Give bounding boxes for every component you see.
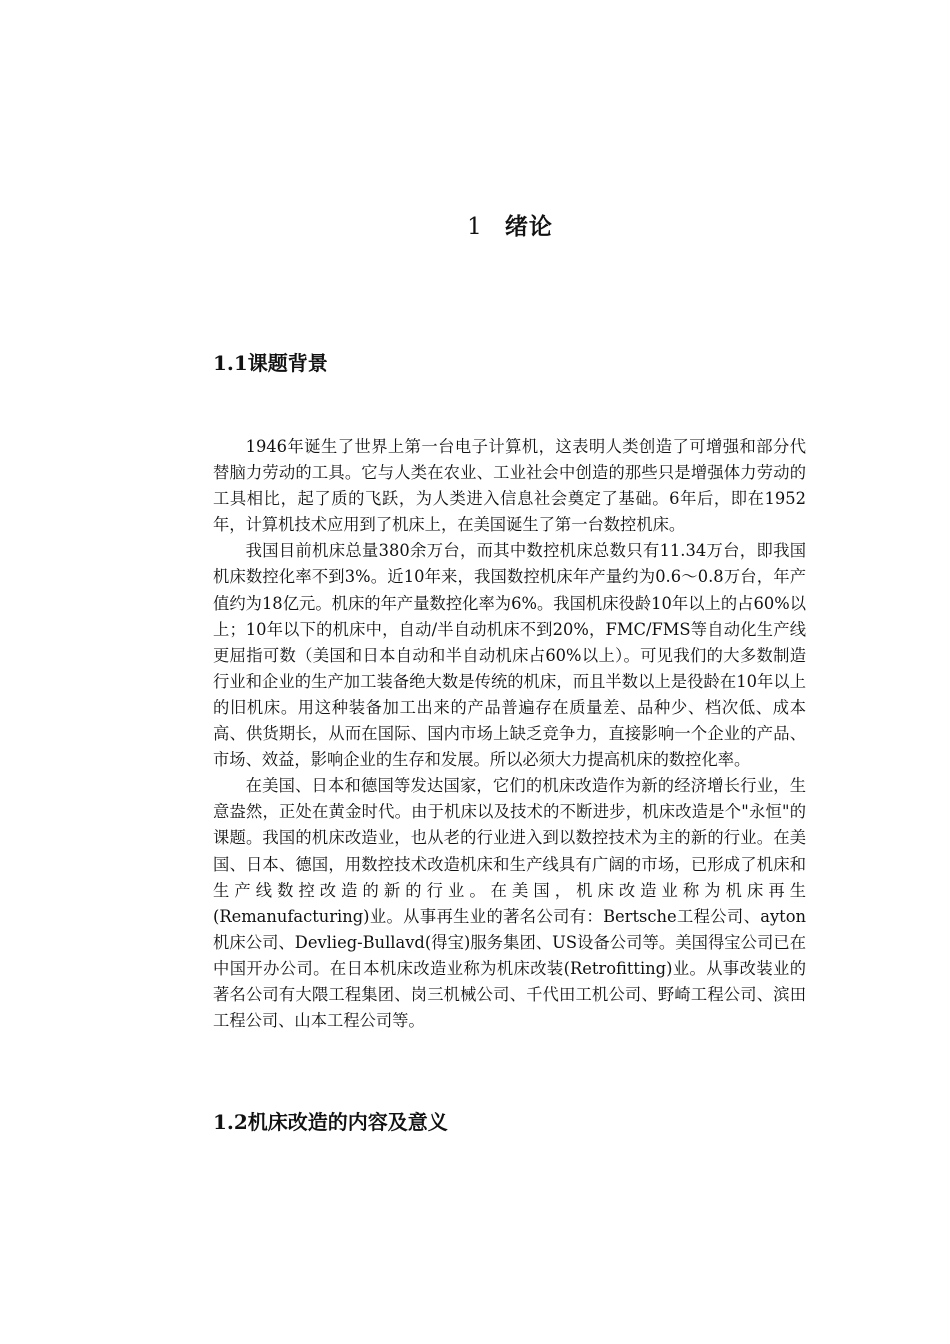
section-heading-significance: 1.2机床改造的内容及意义 (213, 1110, 448, 1134)
paragraph: 我国目前机床总量380余万台，而其中数控机床总数只有11.34万台，即我国机床数控化率不到3%。近10年来，我国数控机床年产量约为0.6～0.8万台，年产值约为18亿元。机床的年产量数控化率为6%。我国机床役龄10年以上的占60%以上；10年以下的机床中，自动/半自动机床不到20%，FMC/FMS等自动化生产线更屈指可数（美国和日本自动和半自动机床占60%以上）。可见我们的大多数制造行业和企业的生产加工装备绝大数是传统的机床，而且半数以上是役龄在10年以上的旧机床。用这种装备加工出来的产品普遍存在质量差、品种少、档次低、成本高、供货期长，从而在国际、国内市场上缺乏竞争力，直接影响一个企业的产品、市场、效益，影响企业的生存和发展。所以必须大力提高机床的数控化率。 (213, 541, 806, 770)
body-text (213, 434, 806, 1034)
chapter-title (35, 208, 950, 241)
chapter-number: 1 (467, 214, 483, 240)
section-heading-background: 1.1课题背景 (213, 351, 328, 375)
paragraph: 1946年诞生了世界上第一台电子计算机，这表明人类创造了可增强和部分代替脑力劳动的工具。它与人类在农业、工业社会中创造的那些只是增强体力劳动的工具相比，起了质的飞跃，为人类进入信息社会奠定了基础。6年后，即在1952年，计算机技术应用到了机床上，在美国诞生了第一台数控机床。 (213, 437, 806, 535)
paragraph: 在美国、日本和德国等发达国家，它们的机床改造作为新的经济增长行业，生意盎然，正处在黄金时代。由于机床以及技术的不断进步，机床改造是个"永恒"的课题。我国的机床改造业，也从老的行业进入到以数控技术为主的新的行业。在美国、日本、德国，用数控技术改造机床和生产线具有广阔的市场，已形成了机床和生产线数控改造的新的行业。在美国，机床改造业称为机床再生(Remanufacturing)业。从事再生业的著名公司有：Bertsche工程公司、ayton机床公司、Devlieg-Bullavd(得宝)服务集团、US设备公司等。美国得宝公司已在中国开办公司。在日本机床改造业称为机床改装(Retrofitting)业。从事改装业的著名公司有大隈工程集团、岗三机械公司、千代田工机公司、野崎工程公司、滨田工程公司、山本工程公司等。 (213, 776, 806, 1031)
chapter-title-text: 绪论 (504, 213, 553, 240)
